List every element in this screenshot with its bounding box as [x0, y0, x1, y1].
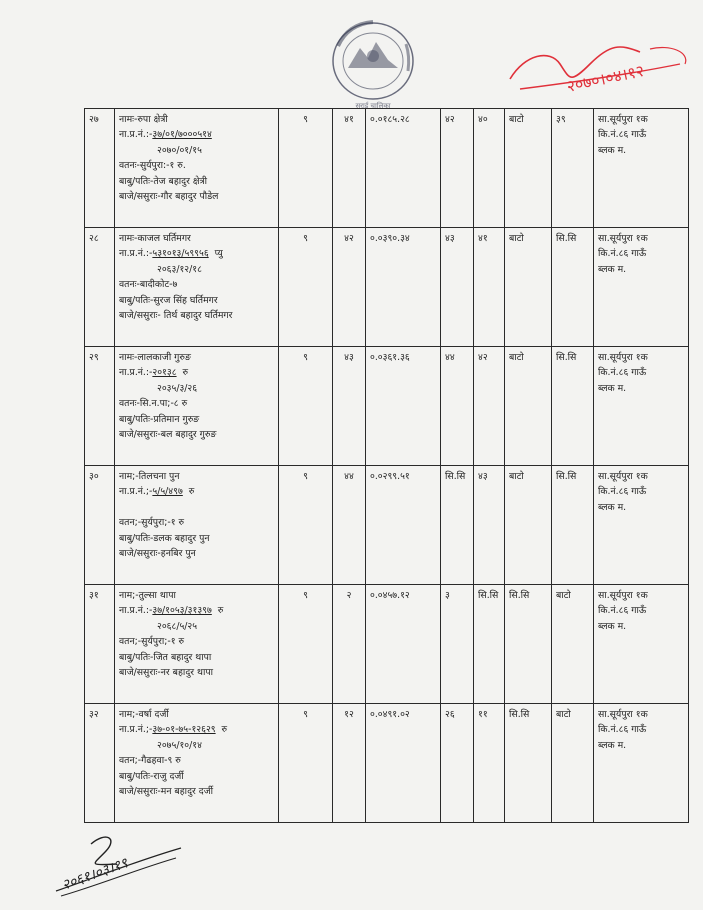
grandfather-name: बाजे/ससुराः- तिर्थ बहादुर घर्तिमगर — [119, 310, 233, 322]
east-cell — [505, 228, 552, 347]
area-cell — [366, 585, 441, 704]
ward-cell — [279, 347, 333, 466]
area-cell — [366, 109, 441, 228]
citizenship-suffix: रु — [217, 605, 224, 617]
west-boundary: ३९ — [556, 114, 566, 125]
west-cell — [552, 466, 594, 585]
remarks-cell — [594, 228, 689, 347]
issue-date: २०३५/३/२६ — [157, 382, 198, 394]
remark-line: सा.सूर्यपुरा १क — [598, 233, 648, 244]
address: वतनः-बादीकोट-७ — [119, 279, 178, 291]
area-value: ०.०३९०.३४ — [370, 233, 410, 244]
west-boundary: बाटो — [556, 709, 571, 720]
table-row — [85, 704, 689, 823]
citizenship-prefix: ना.प्र.नं.;- — [119, 724, 153, 736]
kitta-cell — [333, 704, 366, 823]
west-cell — [552, 228, 594, 347]
north-boundary: ४४ — [445, 352, 455, 363]
owner-details-cell — [115, 347, 279, 466]
grandfather-name: बाजे/ससुराः-गौर बहादुर पौडेल — [119, 191, 219, 203]
remark-line: कि.नं.८६ गाऊँ — [598, 486, 647, 498]
serial-number-cell — [85, 109, 115, 228]
citizenship-suffix: रु — [221, 724, 228, 736]
south-boundary: ११ — [478, 709, 488, 720]
serial-number: २७ — [89, 114, 99, 125]
father-name: बाबु/पतिः-जित बहादुर थापा — [119, 651, 212, 663]
land-register-table — [84, 108, 689, 823]
west-boundary: सि.सि — [556, 352, 577, 363]
east-cell — [505, 466, 552, 585]
north-boundary: ४२ — [445, 114, 455, 125]
remarks-cell — [594, 347, 689, 466]
area-value: ०.०२९९.५१ — [370, 471, 410, 482]
father-name: बाबु/पतिः-राजु दर्जी — [119, 770, 184, 782]
remark-line: सा.सूर्यपुरा १क — [598, 114, 648, 125]
serial-number-cell — [85, 704, 115, 823]
ward-cell — [279, 109, 333, 228]
west-boundary: सि.सि — [556, 233, 577, 244]
government-seal — [318, 16, 428, 116]
issue-date: २०६३/१२/१८ — [157, 263, 202, 275]
signature-bottom-date: २०६१।०३।१९ — [59, 855, 131, 894]
area-cell — [366, 704, 441, 823]
owner-details-cell — [115, 466, 279, 585]
citizenship-line — [119, 484, 274, 499]
citizenship-prefix: ना.प्र.नं.:- — [119, 248, 153, 260]
ward-cell — [279, 466, 333, 585]
issue-date: २०७०/०१/१५ — [157, 144, 202, 156]
remarks-cell — [594, 109, 689, 228]
serial-number-cell — [85, 228, 115, 347]
north-cell — [441, 466, 474, 585]
ward-cell — [279, 585, 333, 704]
north-cell — [441, 109, 474, 228]
ward-cell — [279, 228, 333, 347]
east-cell — [505, 347, 552, 466]
table-row — [85, 347, 689, 466]
south-cell — [474, 228, 505, 347]
east-cell — [505, 585, 552, 704]
north-boundary: ४३ — [445, 233, 455, 244]
citizenship-number: ३७-०१-७५-१२६२९ — [152, 724, 216, 736]
remark-line: ब्लक म. — [598, 144, 627, 156]
serial-number: ३१ — [89, 590, 99, 601]
remark-line: सा.सूर्यपुरा १क — [598, 709, 648, 720]
citizenship-prefix: ना.प्र.नं.:- — [119, 129, 153, 141]
serial-number: ३२ — [89, 709, 99, 720]
issue-date: २०७५/१०/१४ — [157, 739, 202, 751]
signature-top — [500, 34, 700, 114]
east-boundary: सि.सि — [509, 590, 530, 601]
citizenship-line — [119, 127, 274, 142]
kitta-number: ४२ — [344, 233, 354, 244]
citizenship-number: ५३१०१३/५९९५६ — [152, 248, 209, 260]
ward-number: ९ — [303, 471, 308, 482]
remarks-cell — [594, 585, 689, 704]
address: वतन;-गैढहवा-९ रु — [119, 755, 181, 767]
owner-name: नामः-रुपा क्षेत्री — [119, 114, 168, 125]
owner-details-cell — [115, 704, 279, 823]
address: वतन;-सुर्यपुरा;-१ रु — [119, 517, 185, 529]
address: वतनः-सुर्यपुरा:-१ रु. — [119, 160, 186, 172]
south-cell — [474, 466, 505, 585]
remark-line: कि.नं.८६ गाऊँ — [598, 605, 647, 617]
south-cell — [474, 347, 505, 466]
serial-number-cell — [85, 466, 115, 585]
citizenship-suffix: रु — [188, 486, 195, 498]
table-row — [85, 466, 689, 585]
owner-name: नामः-लालकाजी गुरुङ — [119, 352, 191, 363]
remark-line: ब्लक म. — [598, 501, 627, 513]
citizenship-line — [119, 365, 274, 380]
south-boundary: ४३ — [478, 471, 488, 482]
east-boundary: सि.सि — [509, 709, 530, 720]
citizenship-suffix: प्यु — [214, 248, 223, 260]
citizenship-prefix: ना.प्र.नं.;- — [119, 486, 153, 498]
grandfather-name: बाजे/ससुराः-नर बहादुर थापा — [119, 667, 214, 679]
father-name: बाबु/पतिः-डलक बहादुर पुन — [119, 532, 210, 544]
owner-name: नाम;-तुल्सा थापा — [119, 590, 176, 601]
remark-line: कि.नं.८६ गाऊँ — [598, 248, 647, 260]
citizenship-prefix: ना.प्र.नं.:- — [119, 605, 153, 617]
father-name: बाबु/पतिः-सुरज सिंह घर्तिमगर — [119, 294, 218, 306]
kitta-cell — [333, 347, 366, 466]
east-boundary: बाटो — [509, 352, 524, 363]
area-value: ०.०१८५.२८ — [370, 114, 410, 125]
table-row — [85, 109, 689, 228]
father-name: बाबु/पतिः-तेज बहादुर क्षेत्री — [119, 175, 208, 187]
remark-line: ब्लक म. — [598, 620, 627, 632]
remark-line: सा.सूर्यपुरा १क — [598, 471, 648, 482]
north-boundary: २६ — [445, 709, 455, 720]
kitta-cell — [333, 585, 366, 704]
grandfather-name: बाजे/ससुराः-बल बहादुर गुरुङ — [119, 429, 217, 441]
west-cell — [552, 585, 594, 704]
issue-date — [119, 500, 274, 515]
north-boundary: ३ — [445, 590, 450, 601]
west-cell — [552, 347, 594, 466]
west-cell — [552, 704, 594, 823]
ward-number: ९ — [303, 590, 308, 601]
kitta-number: ४१ — [344, 114, 354, 125]
citizenship-number: ३७/१०५३/३१३९७ — [152, 605, 212, 617]
north-cell — [441, 585, 474, 704]
citizenship-suffix: रु — [182, 367, 189, 379]
citizenship-line — [119, 246, 274, 261]
ward-cell — [279, 704, 333, 823]
area-value: ०.०३६१.३६ — [370, 352, 410, 363]
south-boundary: ४२ — [478, 352, 488, 363]
ward-number: ९ — [303, 233, 308, 244]
citizenship-number: ३७/०१/७०००५१४ — [152, 129, 212, 141]
seal-text: सराई चालिका — [355, 102, 391, 110]
kitta-number: १२ — [344, 709, 354, 720]
issue-date: २०६८/५/२५ — [157, 620, 198, 632]
citizenship-number: २०१३८ — [152, 367, 177, 379]
kitta-number: ४३ — [344, 352, 354, 363]
grandfather-name: बाजे/ससुराः-मन बहादुर दर्जी — [119, 786, 214, 798]
west-boundary: बाटो — [556, 590, 571, 601]
east-boundary: बाटो — [509, 233, 524, 244]
owner-details-cell — [115, 585, 279, 704]
ward-number: ९ — [303, 352, 308, 363]
west-cell — [552, 109, 594, 228]
east-cell — [505, 109, 552, 228]
remark-line: सा.सूर्यपुरा १क — [598, 352, 648, 363]
area-value: ०.०४५७.१२ — [370, 590, 410, 601]
area-value: ०.०४९१.०२ — [370, 709, 410, 720]
north-cell — [441, 228, 474, 347]
signature-bottom — [46, 826, 186, 901]
remark-line: ब्लक म. — [598, 263, 627, 275]
owner-details-cell — [115, 228, 279, 347]
remarks-cell — [594, 704, 689, 823]
kitta-cell — [333, 228, 366, 347]
remark-line: कि.नं.८६ गाऊँ — [598, 129, 647, 141]
remark-line: कि.नं.८६ गाऊँ — [598, 367, 647, 379]
west-boundary: सि.सि — [556, 471, 577, 482]
east-boundary: बाटो — [509, 114, 524, 125]
serial-number: ३० — [89, 471, 99, 482]
area-cell — [366, 347, 441, 466]
citizenship-prefix: ना.प्र.नं.:- — [119, 367, 153, 379]
ward-number: ९ — [303, 114, 308, 125]
south-cell — [474, 585, 505, 704]
ward-number: ९ — [303, 709, 308, 720]
remark-line: सा.सूर्यपुरा १क — [598, 590, 648, 601]
signature-top-date: २०७०।०४।१२ — [564, 60, 646, 96]
citizenship-line — [119, 603, 274, 618]
east-boundary: बाटो — [509, 471, 524, 482]
kitta-cell — [333, 109, 366, 228]
area-cell — [366, 466, 441, 585]
citizenship-line — [119, 722, 274, 737]
south-cell — [474, 109, 505, 228]
father-name: बाबु/पतिः-प्रतिमान गुरुङ — [119, 413, 200, 425]
north-cell — [441, 704, 474, 823]
serial-number: २९ — [89, 352, 99, 363]
remark-line: ब्लक म. — [598, 382, 627, 394]
table-row — [85, 228, 689, 347]
serial-number: २८ — [89, 233, 99, 244]
north-cell — [441, 347, 474, 466]
serial-number-cell — [85, 585, 115, 704]
remarks-cell — [594, 466, 689, 585]
south-cell — [474, 704, 505, 823]
owner-name: नाम;-तिलचना पुन — [119, 471, 180, 482]
table-row — [85, 585, 689, 704]
south-boundary: सि.सि — [478, 590, 499, 601]
owner-name: नामः-काजल घर्तिमगर — [119, 233, 191, 244]
east-cell — [505, 704, 552, 823]
area-cell — [366, 228, 441, 347]
address: वतनः-सि.न.पा;-८ रु — [119, 398, 188, 410]
owner-name: नाम;-वर्षा दर्जी — [119, 709, 169, 720]
north-boundary: सि.सि — [445, 471, 466, 482]
south-boundary: ४१ — [478, 233, 488, 244]
remark-line: कि.नं.८६ गाऊँ — [598, 724, 647, 736]
citizenship-number: ५/५/४९७ — [152, 486, 183, 498]
south-boundary: ४० — [478, 114, 488, 125]
kitta-number: २ — [346, 590, 352, 601]
serial-number-cell — [85, 347, 115, 466]
remark-line: ब्लक म. — [598, 739, 627, 751]
address: वतन;-सुर्यपुरा;-१ रु — [119, 636, 185, 648]
kitta-number: ४४ — [344, 471, 354, 482]
kitta-cell — [333, 466, 366, 585]
owner-details-cell — [115, 109, 279, 228]
grandfather-name: बाजे/ससुराः-हनबिर पुन — [119, 548, 196, 560]
